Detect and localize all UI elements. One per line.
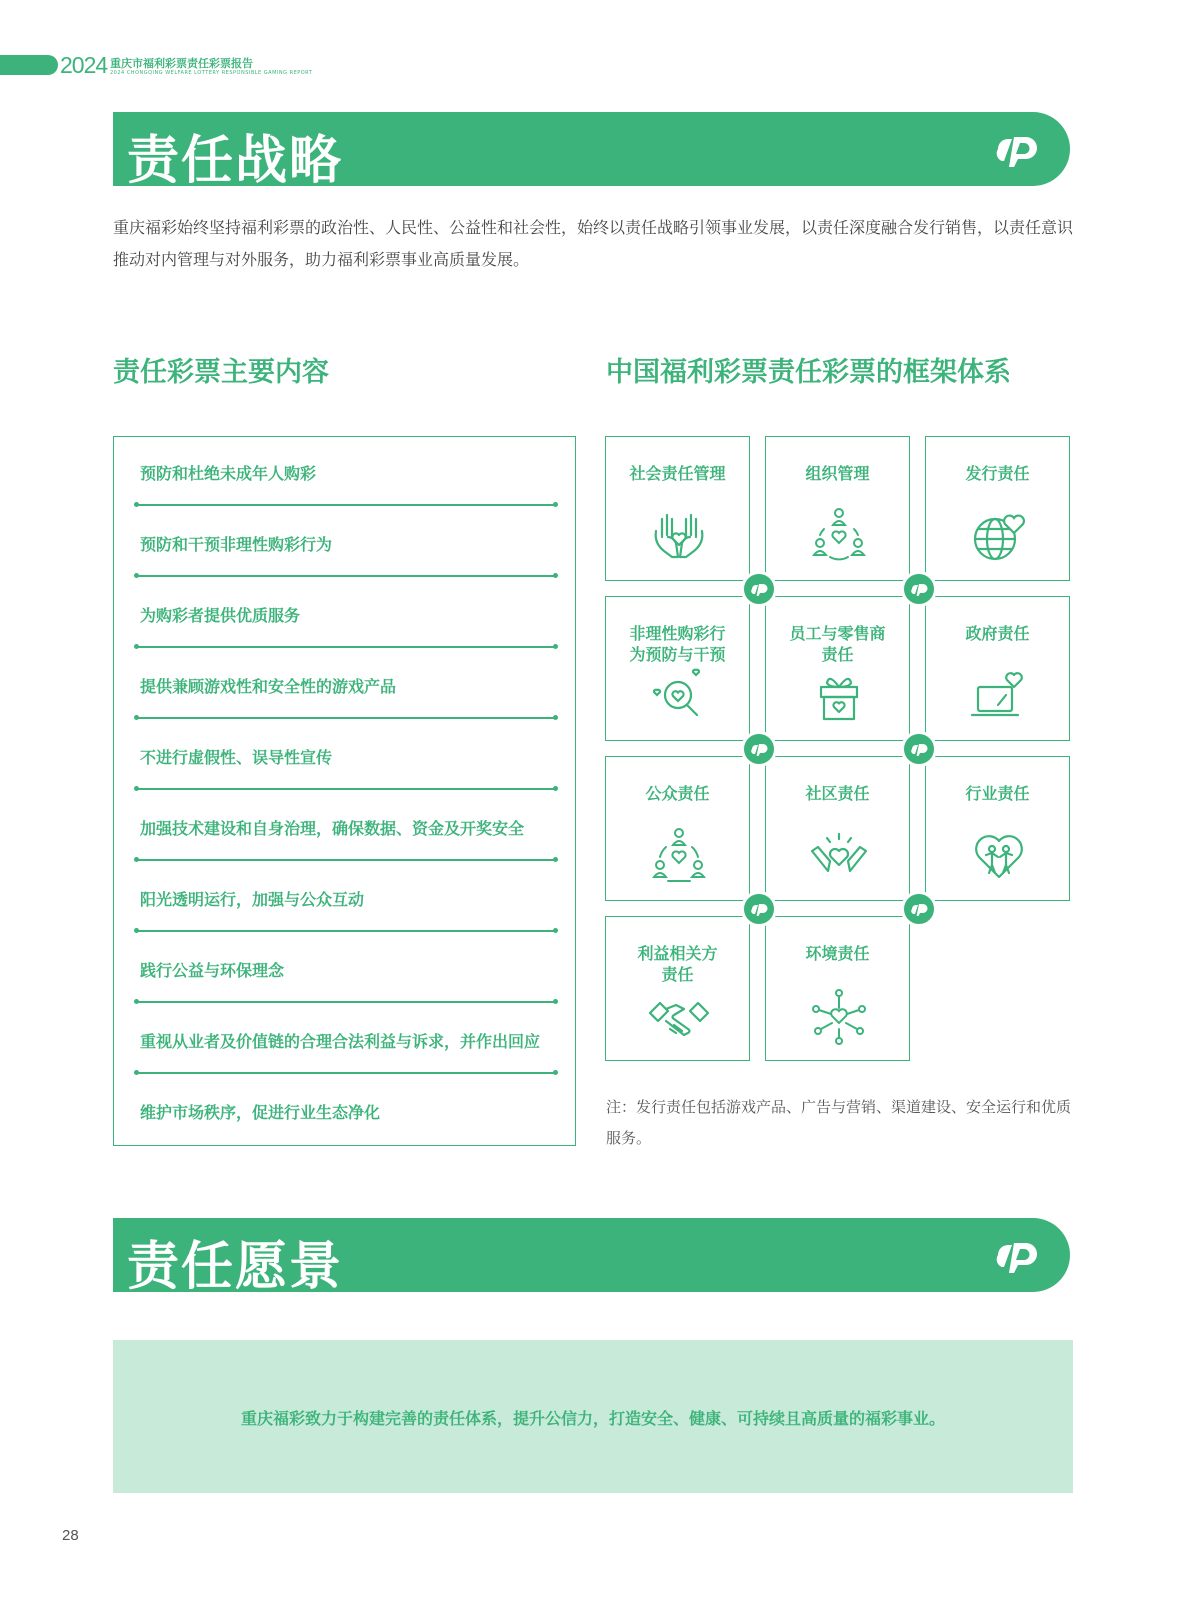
main-content-title: 责任彩票主要内容: [113, 357, 329, 388]
framework-cell-public: [605, 756, 750, 901]
cell-label: 政府责任: [965, 624, 1030, 643]
list-item: 重视从业者及价值链的合理合法利益与诉求，并作出回应: [140, 1032, 541, 1051]
people-network-icon: [808, 505, 870, 567]
list-divider: [136, 1001, 556, 1003]
page-number: 28: [62, 1527, 79, 1544]
list-item: 不进行虚假性、误导性宣传: [140, 748, 333, 767]
cell-label: 员工与零售商 责任: [789, 624, 886, 664]
framework-cell-industry: [925, 756, 1070, 901]
list-item: 为购彩者提供优质服务: [140, 606, 301, 625]
framework-cell-social-management: [605, 436, 750, 581]
list-divider: [136, 504, 556, 506]
cell-label: 社区责任: [805, 784, 870, 803]
hands-heart-icon: [648, 505, 710, 567]
list-divider: [136, 788, 556, 790]
strategy-heading: 责任战略: [127, 131, 344, 191]
header-title: 重庆市福利彩票责任彩票报告: [110, 57, 253, 70]
cell-label: 利益相关方 责任: [637, 944, 718, 984]
cell-label: 行业责任: [965, 784, 1030, 803]
framework-cell-stakeholder: [605, 916, 750, 1061]
list-divider: [136, 646, 556, 648]
list-item: 践行公益与环保理念: [140, 961, 285, 980]
cell-label: 公众责任: [645, 784, 710, 803]
connector-logo-icon: [901, 891, 937, 927]
environment-network-icon: [808, 985, 870, 1047]
handshake-icon: [648, 985, 710, 1047]
connector-logo-icon: [741, 731, 777, 767]
framework-cell-community: [765, 756, 910, 901]
header-year: 2024: [60, 52, 108, 78]
list-item: 阳光透明运行，加强与公众互动: [140, 890, 365, 909]
welfare-lottery-logo-icon: [990, 1235, 1050, 1275]
list-item: 加强技术建设和自身治理，确保数据、资金及开奖安全: [140, 819, 525, 838]
vision-banner: [113, 1218, 1070, 1297]
framework-note: 注：发行责任包括游戏产品、广告与营销、渠道建设、安全运行和优质服务。: [606, 1098, 1072, 1147]
framework-cell-environment: [765, 916, 910, 1061]
strategy-intro: 重庆福彩始终坚持福利彩票的政治性、人民性、公益性和社会性，始终以责任战略引领事业发展，以责任深度融合发行销售，以责任意识推动对内管理与对外服务，助力福利彩票事业高质量发展。: [113, 218, 1074, 269]
vision-text: 重庆福彩致力于构建完善的责任体系，提升公信力，打造安全、健康、可持续且高质量的福彩事业。: [240, 1409, 945, 1428]
cell-label: 非理性购彩行 为预防与干预: [629, 624, 726, 664]
cell-label: 发行责任: [965, 464, 1030, 483]
cell-label: 组织管理: [805, 464, 870, 483]
framework-cell-government: [925, 596, 1070, 741]
gift-box-heart-icon: [808, 665, 870, 727]
list-item: 预防和杜绝未成年人购彩: [140, 464, 317, 483]
list-item: 提供兼顾游戏性和安全性的游戏产品: [140, 677, 397, 696]
industry-people-icon: [968, 825, 1030, 887]
list-divider: [136, 930, 556, 932]
header-accent-bar: [0, 55, 58, 75]
cell-label: 环境责任: [805, 944, 870, 963]
magnifier-heart-icon: [648, 665, 710, 727]
header-subtitle: 2024 CHONGQING WELFARE LOTTERY RESPONSIBLE GAMING REPORT: [110, 70, 313, 76]
list-divider: [136, 1072, 556, 1074]
framework-cell-irrational-prevention: [605, 596, 750, 741]
list-item: 维护市场秩序，促进行业生态净化: [140, 1103, 381, 1122]
laptop-heart-icon: [968, 665, 1030, 727]
vision-box: [113, 1340, 1073, 1493]
list-divider: [136, 575, 556, 577]
framework-cell-staff-retailer: [765, 596, 910, 741]
connector-logo-icon: [741, 571, 777, 607]
main-content-list: [113, 436, 576, 1146]
connector-logo-icon: [901, 731, 937, 767]
vision-heading: 责任愿景: [127, 1237, 344, 1297]
connector-logo-icon: [741, 891, 777, 927]
framework-cell-issuance: [925, 436, 1070, 581]
framework-cell-organization: [765, 436, 910, 581]
list-divider: [136, 717, 556, 719]
globe-heart-icon: [968, 505, 1030, 567]
framework-title: 中国福利彩票责任彩票的框架体系: [606, 357, 1011, 388]
welfare-lottery-logo-icon: [990, 129, 1050, 169]
public-circle-icon: [648, 825, 710, 887]
community-hands-icon: [808, 825, 870, 887]
connector-logo-icon: [901, 571, 937, 607]
cell-label: 社会责任管理: [629, 464, 726, 483]
list-divider: [136, 859, 556, 861]
list-item: 预防和干预非理性购彩行为: [140, 535, 333, 554]
strategy-banner: [113, 112, 1070, 191]
